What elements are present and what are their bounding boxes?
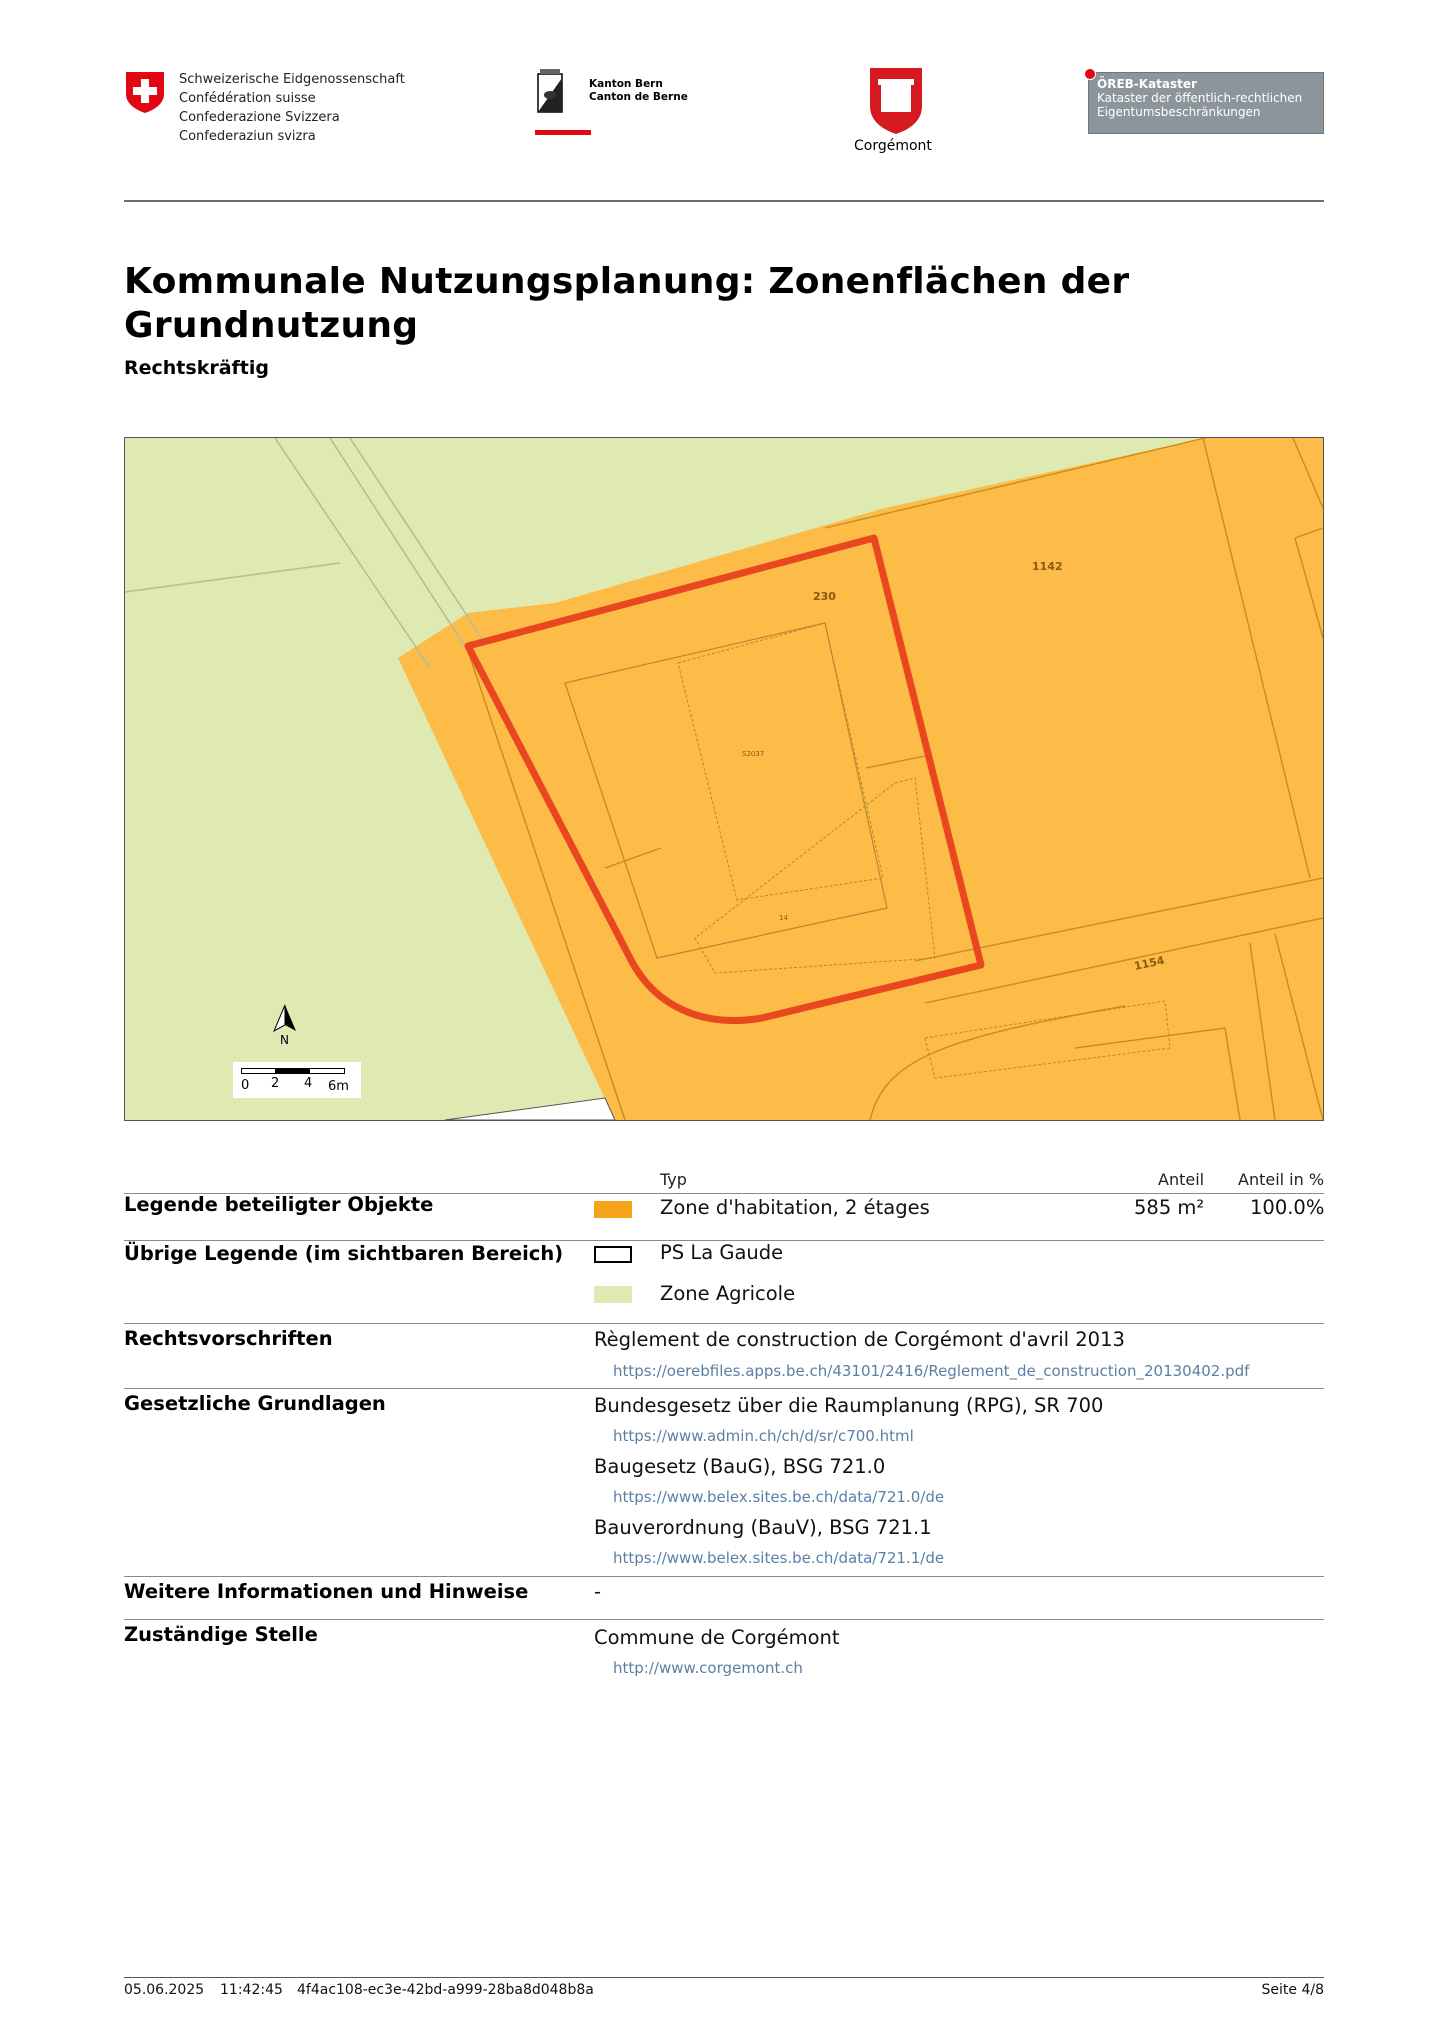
grundlagen-text-2: Baugesetz (BauG), BSG 721.0	[594, 1455, 886, 1478]
legal-status: Rechtskräftig	[124, 357, 269, 379]
zoning-map[interactable]	[124, 437, 1324, 1121]
federal-line-fr: Confédération suisse	[179, 91, 316, 106]
zustaendig-link[interactable]: http://www.corgemont.ch	[613, 1659, 803, 1677]
footer-date: 05.06.2025	[124, 1982, 205, 1998]
header-divider	[124, 200, 1324, 202]
weitere-value: -	[594, 1580, 602, 1603]
corgemont-coat-of-arms-icon	[868, 66, 924, 136]
canton-bern-logo	[535, 68, 695, 140]
federal-line-rm: Confederaziun svizra	[179, 129, 316, 144]
canton-red-bar	[535, 130, 591, 135]
rechtsvorschriften-link[interactable]: https://oerebfiles.apps.be.ch/43101/2416/Reglement_de_construction_20130402.pdf	[613, 1362, 1250, 1380]
oereb-cadastre-logo	[1088, 72, 1324, 134]
swiss-confederation-logo	[124, 70, 424, 150]
federal-line-de: Schweizerische Eidgenossenschaft	[179, 72, 405, 87]
grundlagen-title: Gesetzliche Grundlagen	[124, 1392, 386, 1415]
col-header-anteil: Anteil	[1158, 1170, 1205, 1189]
grundlagen-text-1: Bundesgesetz über die Raumplanung (RPG), SR 700	[594, 1394, 1104, 1417]
federal-line-it: Confederazione Svizzera	[179, 110, 340, 125]
section-divider-grundlagen	[124, 1388, 1324, 1389]
parcel-230-outline	[468, 538, 981, 1021]
section-divider-rechtsvorschriften	[124, 1323, 1324, 1324]
north-arrow-icon	[270, 1003, 300, 1035]
zustaendig-text: Commune de Corgémont	[594, 1626, 840, 1649]
rechtsvorschriften-text: Règlement de construction de Corgémont d'avril 2013	[594, 1328, 1125, 1351]
footer-time: 11:42:45	[220, 1982, 283, 1998]
legend-involved-area: 585 m²	[1134, 1196, 1205, 1219]
oereb-subtitle-1: Kataster der öffentlich-rechtlichen	[1097, 91, 1303, 105]
oereb-subtitle-2: Eigentumsbeschränkungen	[1097, 105, 1261, 119]
weitere-title: Weitere Informationen und Hinweise	[124, 1580, 529, 1603]
bern-bear-coat-of-arms-icon	[535, 68, 565, 118]
canton-line-de: Kanton Bern	[589, 78, 663, 90]
col-header-typ: Typ	[660, 1170, 687, 1189]
col-header-anteil-pct: Anteil in %	[1238, 1170, 1325, 1189]
parcel-label-1154: 1154	[1132, 953, 1166, 973]
rechtsvorschriften-title: Rechtsvorschriften	[124, 1327, 333, 1350]
grundlagen-link-3[interactable]: https://www.belex.sites.be.ch/data/721.1/de	[613, 1549, 945, 1567]
swatch-ps-la-gaude	[594, 1246, 632, 1263]
corgemont-logo	[840, 66, 950, 161]
section-divider-zustaendig	[124, 1619, 1324, 1620]
oereb-red-dot-icon	[1084, 68, 1096, 80]
swatch-zone-habitation	[594, 1201, 632, 1218]
swiss-cross-icon	[124, 70, 166, 114]
legend-other-label-2: Zone Agricole	[660, 1282, 796, 1305]
section-divider-weitere	[124, 1576, 1324, 1577]
scale-label-4: 4	[304, 1076, 313, 1091]
legend-involved-pct: 100.0%	[1250, 1196, 1325, 1219]
scale-label-6m: 6m	[328, 1079, 349, 1094]
scale-bar	[233, 1062, 361, 1098]
page-title-line1: Kommunale Nutzungsplanung: Zonenflächen der	[124, 261, 1130, 302]
municipality-name: Corgémont	[854, 138, 932, 154]
footer-document-id: 4f4ac108-ec3e-42bd-a999-28ba8d048b8a	[297, 1982, 594, 1998]
scale-label-0: 0	[241, 1078, 250, 1093]
parcel-label-230: 230	[813, 590, 836, 603]
footer-divider	[124, 1977, 1324, 1978]
north-arrow	[270, 1003, 300, 1048]
legend-involved-label: Zone d'habitation, 2 étages	[660, 1196, 930, 1219]
legend-other-title: Übrige Legende (im sichtbaren Bereich)	[124, 1242, 564, 1265]
footer-page-number: Seite 4/8	[1261, 1982, 1324, 1998]
zustaendig-title: Zuständige Stelle	[124, 1623, 318, 1646]
page-title-line2: Grundnutzung	[124, 305, 419, 346]
building-label: S2037	[742, 750, 765, 758]
grundlagen-text-3: Bauverordnung (BauV), BSG 721.1	[594, 1516, 932, 1539]
page-title	[124, 260, 1129, 348]
oereb-title: ÖREB-Kataster	[1097, 77, 1197, 91]
scale-label-2: 2	[271, 1076, 280, 1091]
north-label: N	[280, 1033, 289, 1047]
building-number-label: 14	[779, 914, 788, 922]
grundlagen-link-1[interactable]: https://www.admin.ch/ch/d/sr/c700.html	[613, 1427, 914, 1445]
canton-line-fr: Canton de Berne	[589, 91, 688, 103]
grundlagen-link-2[interactable]: https://www.belex.sites.be.ch/data/721.0/de	[613, 1488, 945, 1506]
legend-other-label-1: PS La Gaude	[660, 1241, 784, 1264]
swatch-zone-agricole	[594, 1286, 632, 1303]
parcel-label-1142: 1142	[1032, 560, 1063, 573]
legend-involved-title: Legende beteiligter Objekte	[124, 1193, 434, 1216]
